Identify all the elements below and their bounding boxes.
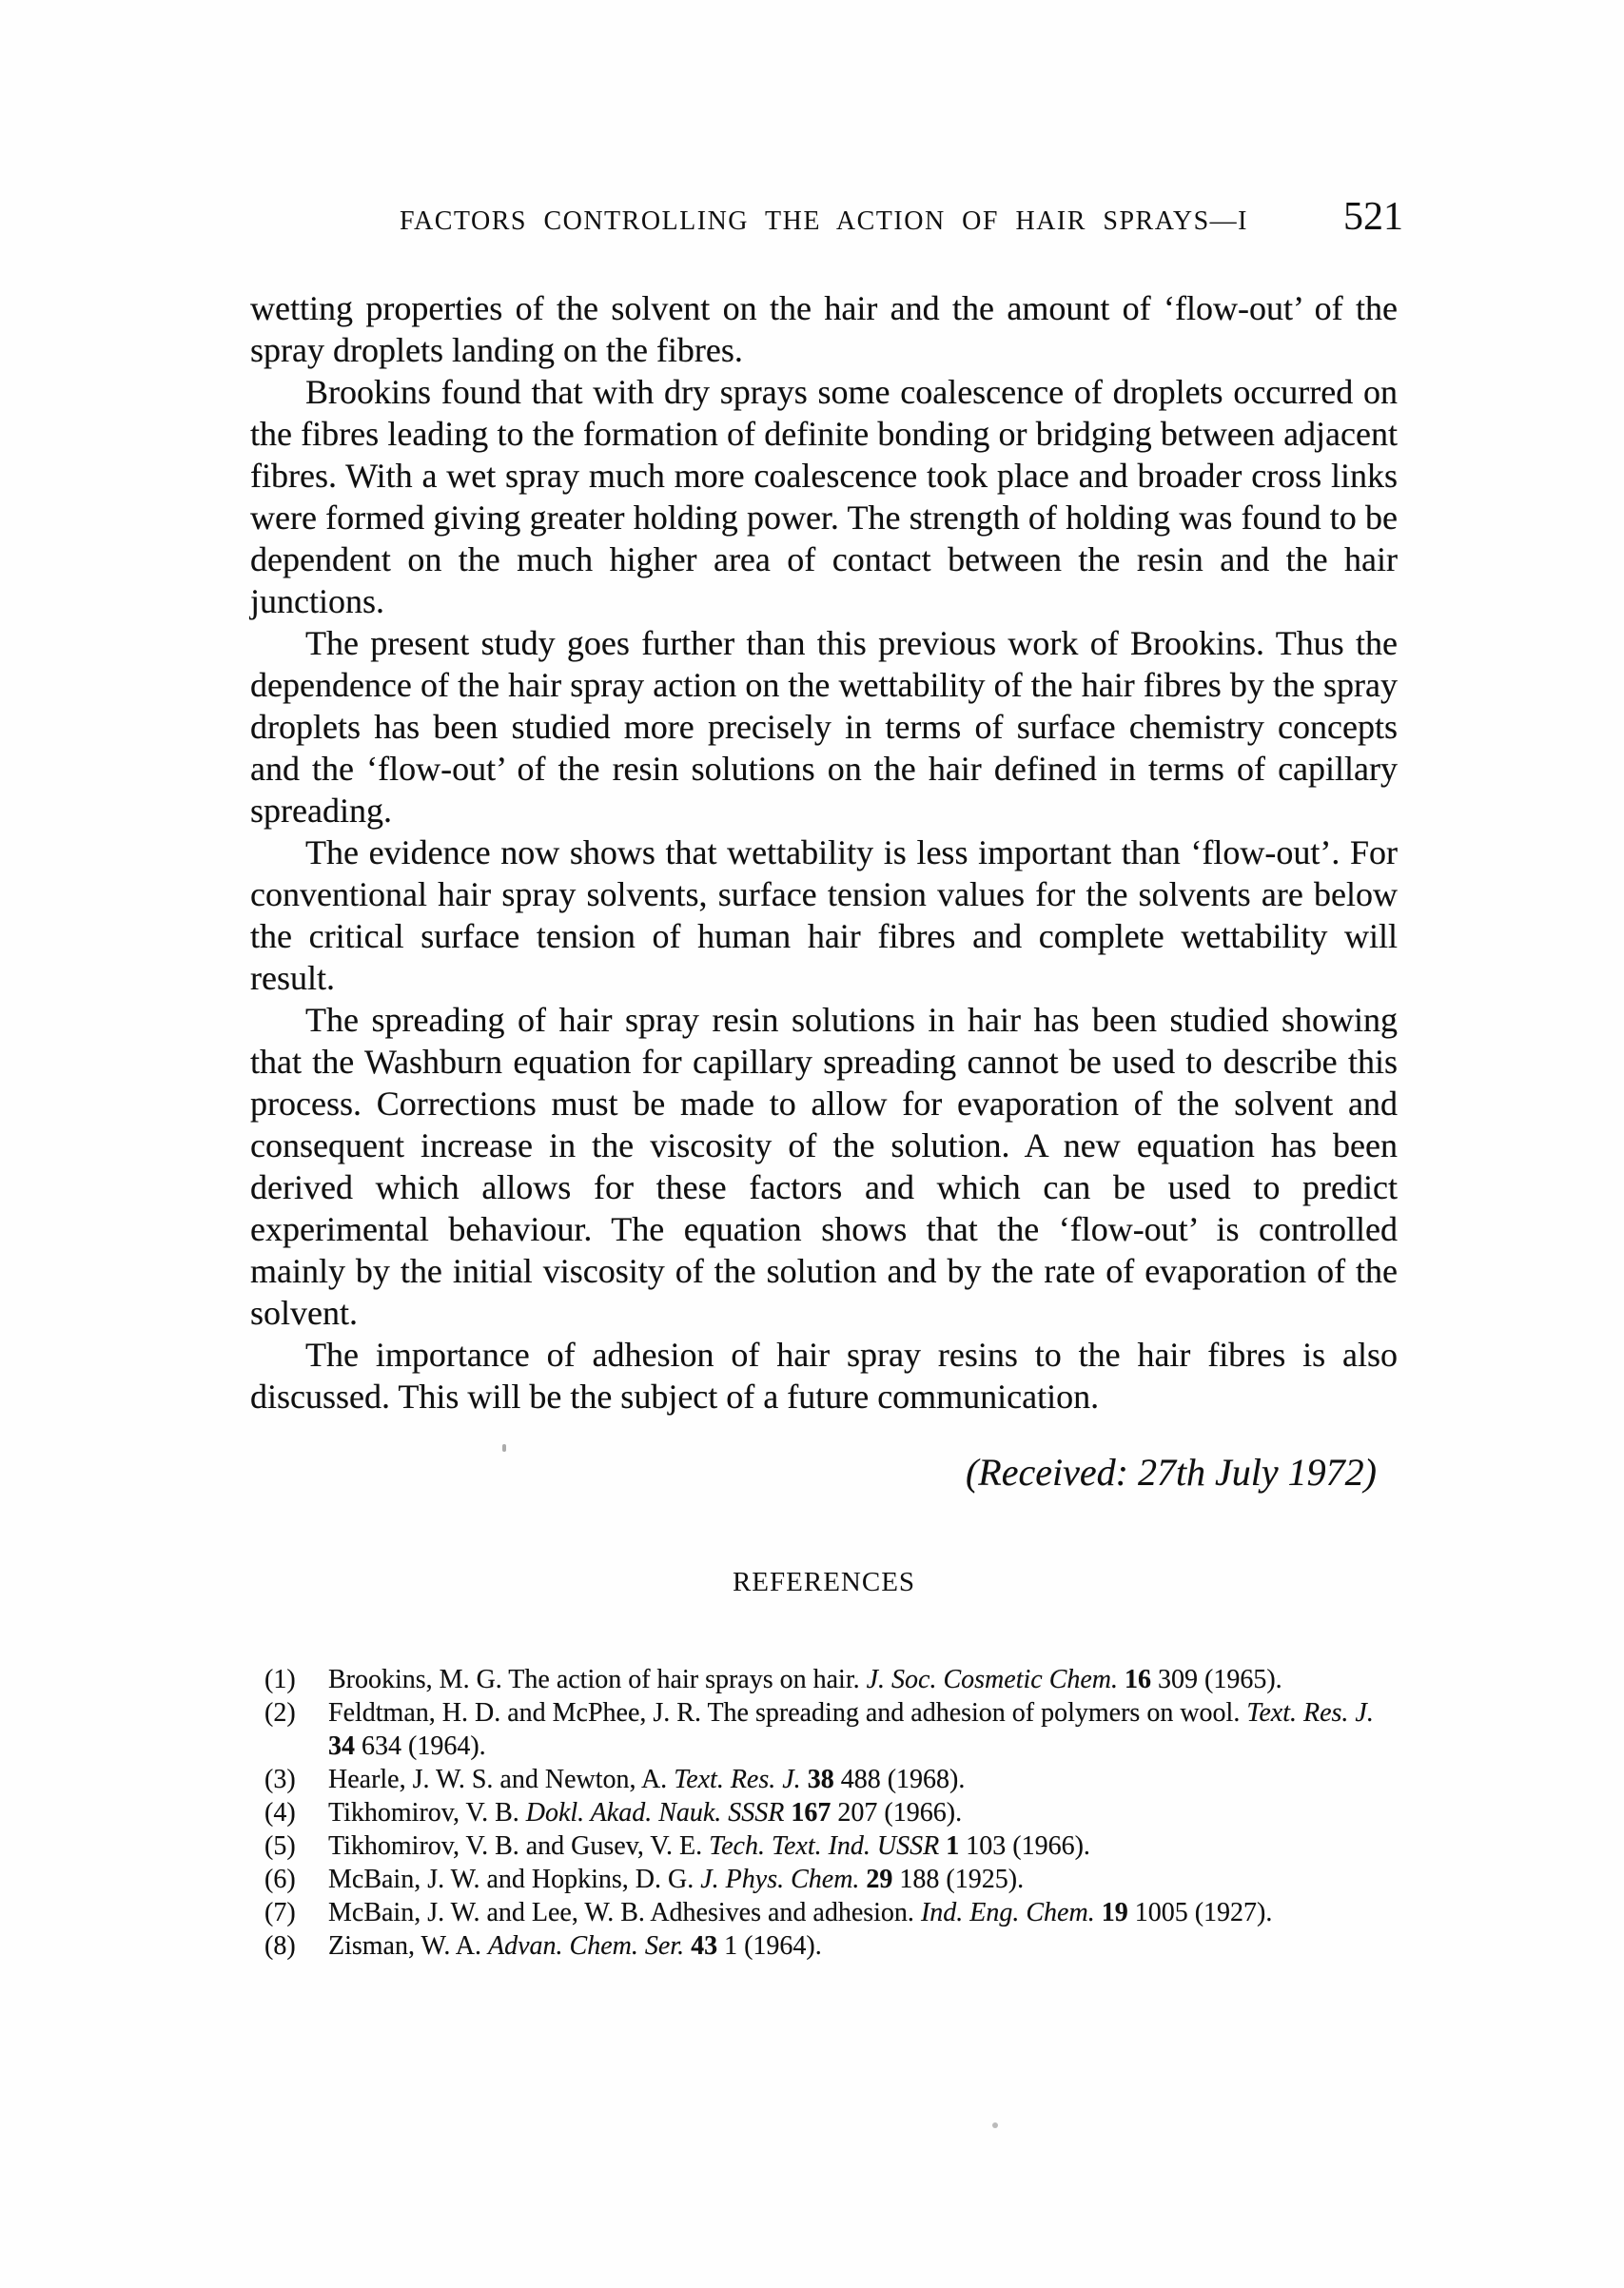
references-heading: REFERENCES bbox=[732, 1567, 916, 1597]
reference-item: (6) McBain, J. W. and Hopkins, D. G. J. Phys. Chem. 29 188 (1925). bbox=[264, 1865, 1025, 1894]
reference-number: (1) bbox=[264, 1665, 296, 1694]
reference-number: (7) bbox=[264, 1898, 296, 1927]
reference-number: (2) bbox=[264, 1698, 296, 1728]
scan-speck bbox=[502, 1444, 506, 1452]
reference-number: (8) bbox=[264, 1931, 296, 1961]
reference-item: (2) Feldtman, H. D. and McPhee, J. R. The spreading and adhesion of polymers on wool. Text. Res. J. 34 634 (1964). bbox=[264, 1698, 1374, 1761]
reference-item: (7) McBain, J. W. and Lee, W. B. Adhesives and adhesion. Ind. Eng. Chem. 19 1005 (1927). bbox=[264, 1898, 1273, 1927]
article-body bbox=[250, 287, 1398, 1418]
body-paragraph: The importance of adhesion of hair spray resins to the hair fibres is also discussed. This will be the subject of a future communication. bbox=[250, 1336, 1398, 1416]
body-paragraph: wetting properties of the solvent on the hair and the amount of ‘flow-out’ of the spray droplets landing on the fibres. bbox=[250, 289, 1398, 369]
body-paragraph: Brookins found that with dry sprays some coalescence of droplets occurred on the fibres leading to the formation of definite bonding or bridging between adjacent fibres. With a wet spray much more coalescence took place and broader cross links were formed giving greater holding power. The strength of holding was found to be dependent on the much higher area of contact between the resin and the hair junctions. bbox=[250, 373, 1398, 620]
reference-item: (8) Zisman, W. A. Advan. Chem. Ser. 43 1 (1964). bbox=[264, 1931, 822, 1961]
running-title: FACTORS CONTROLLING THE ACTION OF HAIR SPRAYS—I bbox=[399, 206, 1248, 236]
page-number: 521 bbox=[1343, 195, 1403, 239]
reference-number: (3) bbox=[264, 1765, 296, 1794]
body-paragraph: The evidence now shows that wettability is less important than ‘flow-out’. For conventional hair spray solvents, surface tension values for the solvents are below the critical surface tension of human hair fibres and complete wettability will result. bbox=[250, 833, 1398, 997]
reference-number: (6) bbox=[264, 1865, 296, 1894]
reference-number: (4) bbox=[264, 1798, 296, 1828]
reference-item: (5) Tikhomirov, V. B. and Gusev, V. E. Tech. Text. Ind. USSR 1 103 (1966). bbox=[264, 1831, 1090, 1861]
received-note: (Received: 27th July 1972) bbox=[965, 1451, 1377, 1494]
body-paragraph: The spreading of hair spray resin solutions in hair has been studied showing that the Washburn equation for capillary spreading cannot be used to describe this process. Corrections must be made to allow for evaporation of the solvent and consequent increase in the viscosity of the solution. A new equation has been derived which allows for these factors and which can be used to predict experimental behaviour. The equation shows that the ‘flow-out’ is controlled mainly by the initial viscosity of the solution and by the rate of evaporation of the solvent. bbox=[250, 1001, 1398, 1332]
scan-speck bbox=[992, 2122, 998, 2128]
reference-item: (4) Tikhomirov, V. B. Dokl. Akad. Nauk. SSSR 167 207 (1966). bbox=[264, 1798, 963, 1828]
body-paragraph: The present study goes further than this previous work of Brookins. Thus the dependence of the hair spray action on the wettability of the hair fibres by the spray droplets has been studied more precisely in terms of surface chemistry concepts and the ‘flow-out’ of the resin solutions on the hair defined in terms of capillary spreading. bbox=[250, 624, 1398, 830]
text-column bbox=[250, 0, 1403, 2288]
reference-number: (5) bbox=[264, 1831, 296, 1861]
running-head bbox=[250, 195, 1403, 239]
reference-list bbox=[264, 1663, 1401, 1963]
reference-item: (3) Hearle, J. W. S. and Newton, A. Text. Res. J. 38 488 (1968). bbox=[264, 1765, 966, 1794]
reference-item: (1) Brookins, M. G. The action of hair sprays on hair. J. Soc. Cosmetic Chem. 16 309 (1965). bbox=[264, 1665, 1282, 1694]
